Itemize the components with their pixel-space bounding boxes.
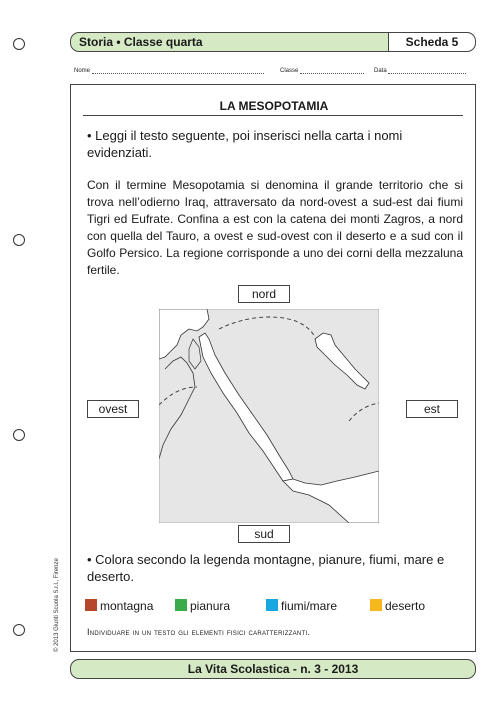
map-label-west: ovest [87, 400, 139, 418]
page-header [70, 32, 476, 52]
mesopotamia-map[interactable] [159, 309, 379, 523]
name-field[interactable] [74, 67, 264, 74]
legend-item-fiumi-mare: fiumi/mare [266, 599, 337, 613]
legend-swatch [175, 599, 187, 611]
legend-item-pianura: pianura [175, 599, 230, 613]
color-legend [85, 599, 455, 615]
worksheet-title: LA MESOPOTAMIA [219, 99, 329, 113]
map-label-south: sud [238, 525, 290, 543]
subject-label: Storia • Classe quarta [70, 32, 396, 52]
binder-hole [13, 234, 25, 246]
date-label: Data [374, 68, 387, 74]
map-label-east: est [406, 400, 458, 418]
binder-hole [13, 624, 25, 636]
class-field[interactable] [280, 67, 364, 74]
legend-swatch [266, 599, 278, 611]
sheet-label: Scheda 5 [388, 32, 476, 52]
legend-swatch [85, 599, 97, 611]
legend-item-montagna: montagna [85, 599, 153, 613]
learning-objective: Individuare in un testo gli elementi fisici caratterizzanti. [87, 627, 311, 637]
name-label: Nome [74, 68, 91, 74]
instruction-text-2: • Colora secondo la legenda montagne, pianure, fiumi, mare e deserto. [87, 552, 445, 584]
page-footer: La Vita Scolastica - n. 3 - 2013 [70, 659, 476, 679]
date-field[interactable] [374, 67, 466, 74]
legend-swatch [370, 599, 382, 611]
legend-item-deserto: deserto [370, 599, 425, 613]
reading-paragraph: Con il termine Mesopotamia si denomina il grande territorio che si trova nell’odierno Iraq, attraversato da nord-ovest a sud-est dai fiumi Tigri ed Eufrate. Confina a est con la catena dei monti Zagros, a nord con quella del Tauro, a ovest e sud-ovest con il deserto e a sud con il Golfo Persico. La regione corrisponde a uno dei corni della mezzaluna fertile. [87, 178, 463, 277]
map-label-north: nord [238, 285, 290, 303]
instruction-text: • Leggi il testo seguente, poi inserisci nella carta i nomi evidenziati. [87, 128, 403, 160]
class-label: Classe [280, 68, 299, 74]
binder-hole [13, 429, 25, 441]
title-divider [83, 115, 463, 116]
binder-hole [13, 38, 25, 50]
worksheet-frame [70, 84, 476, 652]
copyright-notice: © 2013 Giunti Scuola S.r.l., Firenze [54, 558, 60, 652]
